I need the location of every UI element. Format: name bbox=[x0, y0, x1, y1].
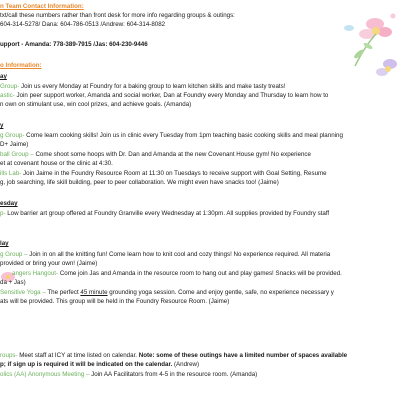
group-note: p; if sign up is required it will be indicated on the calendar. bbox=[0, 361, 174, 368]
group-title: g Group- bbox=[0, 132, 25, 139]
group-title: Sensitive Yoga – bbox=[0, 289, 46, 296]
group-description-continued: da + Jas) bbox=[0, 279, 26, 286]
group-title: ills Lab- bbox=[0, 170, 22, 177]
group-description: Join peer support worker, Amanda and social worker, Dan at Foundry every Monday and Thursday to learn how to bbox=[14, 92, 329, 99]
group-description: The perfect bbox=[45, 289, 81, 296]
group-description-continued: ats will be provided. This group will be held in the Foundry Resource Room. (Jaime) bbox=[0, 298, 230, 305]
group-title: g Group – bbox=[0, 251, 28, 258]
day-heading-thursday: lay bbox=[0, 240, 9, 247]
day-heading-wednesday: esday bbox=[0, 200, 18, 207]
day-heading-tuesday: y bbox=[0, 122, 4, 129]
group-cooking bbox=[0, 132, 400, 141]
group-description: Come learn cooking skills! Join us in clinic every Tuesday from 1pm teaching basic cooking skills and meal planning bbox=[24, 132, 343, 139]
group-outings-continued bbox=[0, 361, 400, 370]
group-description: Join AA Facilitators from 4-5 in the resource room. (Amanda) bbox=[89, 371, 258, 378]
group-description: Join in on all the knitting fun! Come learn how to knit cool and cozy things! No experience required. All materia bbox=[27, 251, 331, 258]
contact-phone-numbers: 604-314-5278/ Dana: 604-786-0513 /Andrew: 604-314-8082 bbox=[0, 21, 166, 28]
group-description-continued: g, job searching, life skill building, peer to peer collaboration. We might even have snacks too! (Jaime) bbox=[0, 179, 279, 186]
contact-heading: n Team Contact Information: bbox=[0, 3, 84, 10]
group-title: roups- bbox=[0, 352, 18, 359]
group-title: p- bbox=[0, 210, 6, 217]
group-yoga bbox=[0, 289, 400, 298]
group-description: grounding yoga session. Come and enjoy gentle, safe, no experience necessary y bbox=[107, 289, 334, 296]
group-stimulant bbox=[0, 92, 400, 101]
group-skills-lab bbox=[0, 170, 400, 179]
group-description-continued: D+ Jaime) bbox=[0, 141, 29, 148]
group-description-continued: et at covenant house or the clinic at 4:30. bbox=[0, 160, 113, 167]
group-description-continued: provided or bring your own! (Jaime) bbox=[0, 260, 98, 267]
group-note: Note: some of these outings have a limited number of spaces available bbox=[138, 352, 348, 359]
group-title: ball Group – bbox=[0, 151, 34, 158]
day-heading-monday: ay bbox=[0, 73, 7, 80]
group-description: Join us every Monday at Foundry for a baking group to learn kitchen skills and make tasty treats! bbox=[19, 83, 286, 90]
group-baking bbox=[0, 83, 400, 92]
group-description-continued: n own on stimulant use, win cool prizes, and achieve goals. (Amanda) bbox=[0, 101, 192, 108]
group-knitting bbox=[0, 251, 400, 260]
group-title: Group- bbox=[0, 83, 20, 90]
peer-support-numbers: upport - Amanda: 778-389-7915 /Jas: 604-230-9446 bbox=[0, 41, 148, 48]
group-title: angers Hangout- bbox=[12, 270, 59, 277]
group-description: Join Jaime in the Foundry Resource Room at 11:30 on Tuesdays to receive support with Goal Setting, Resume bbox=[21, 170, 327, 177]
contact-instructions: txt/call these numbers rather than front desk for more info regarding groups & outings: bbox=[0, 12, 235, 19]
group-description: Meet staff at ICY at time listed on calendar. bbox=[17, 352, 139, 359]
group-description-underlined: 45 minute bbox=[80, 289, 108, 296]
group-outings bbox=[0, 352, 400, 361]
info-heading: o Information: bbox=[0, 62, 42, 69]
group-title: astic- bbox=[0, 92, 15, 99]
group-description: Come join Jas and Amanda in the resource room to hang out and play games! Snacks will be provided. bbox=[58, 270, 342, 277]
group-art bbox=[0, 210, 400, 219]
group-description: (Andrew) bbox=[173, 361, 200, 368]
group-title: olics (AA) Anonymous Meeting – bbox=[0, 371, 90, 378]
group-basketball bbox=[0, 151, 400, 160]
group-description: Come shoot some hoops with Dr. Dan and Amanda at the new Covenant House gym! No experience bbox=[33, 151, 311, 158]
group-description: Low barrier art group offered at Foundry Granville every Wednesday at 1:30pm. All supplies provided by Foundry staff bbox=[5, 210, 330, 217]
group-hangout bbox=[0, 270, 400, 279]
group-aa-meeting bbox=[0, 371, 400, 380]
